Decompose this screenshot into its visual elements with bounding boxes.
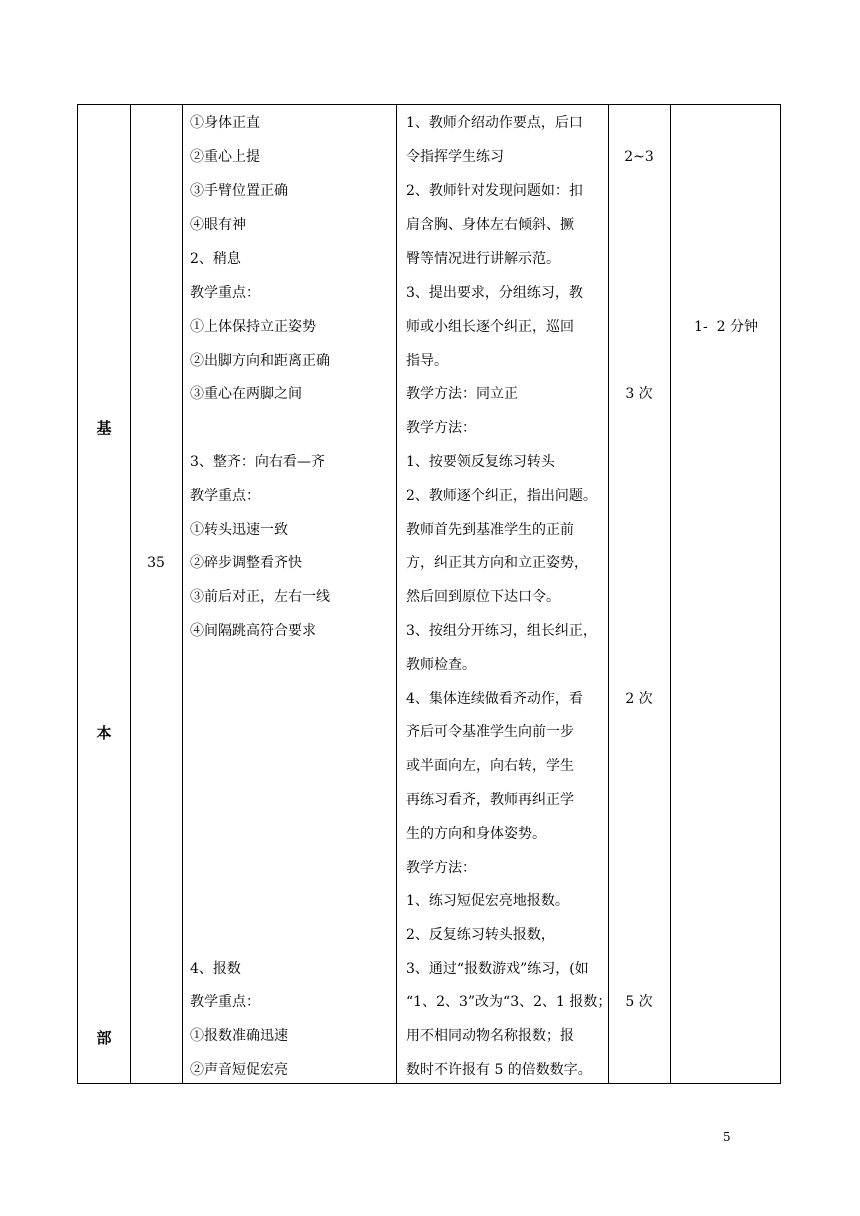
column-divider [608,105,609,1083]
content-line: ③重心在两脚之间 [190,386,302,402]
content-line: 3、整齐：向右看—齐 [190,454,325,470]
method-line: 1、练习短促宏亮地报数。 [406,893,569,909]
content-line: ①身体正直 [190,115,260,131]
duration-minutes: 35 [147,555,165,571]
content-line: ①上体保持立正姿势 [190,319,316,335]
method-line: 1、按要领反复练习转头 [406,454,555,470]
column-divider [670,105,671,1083]
method-line: 3、按组分开练习，组长纠正， [406,623,597,639]
section-label-char: 本 [96,724,112,742]
method-line: 令指挥学生练习 [406,149,504,165]
page-number: 5 [723,1130,731,1144]
content-line: 教学重点： [190,285,260,301]
method-line: 1、教师介绍动作要点，后口 [406,115,583,131]
practice-count: 5 次 [625,994,653,1010]
content-line: ③手臂位置正确 [190,183,288,199]
method-line: 3、通过“报数游戏”练习，(如 [406,961,589,977]
practice-count: 3 次 [625,386,653,402]
time-note: 1- 2 分钟 [694,319,758,335]
method-line: “1、2、3”改为“3、2、1 报数； [406,994,612,1010]
method-line: 2、反复练习转头报数， [406,927,555,943]
practice-count: 2~3 [624,149,654,165]
method-line: 再练习看齐，教师再纠正学 [406,792,574,808]
method-line: 或半面向左，向右转，学生 [406,758,574,774]
method-line: 4、集体连续做看齐动作，看 [406,691,583,707]
method-line: 教学方法： [406,860,476,876]
content-line: ②碎步调整看齐快 [190,555,302,571]
method-line: 师或小组长逐个纠正，巡回 [406,319,574,335]
practice-count: 2 次 [625,691,653,707]
method-line: 齐后可令基准学生向前一步 [406,724,574,740]
method-line: 教师检查。 [406,657,476,673]
column-divider [396,105,397,1083]
method-line: 肩含胸、身体左右倾斜、撅 [406,217,574,233]
content-line: ④间隔跳高符合要求 [190,623,316,639]
method-line: 数时不许报有 5 的倍数数字。 [406,1062,592,1078]
content-line: ②声音短促宏亮 [190,1062,288,1078]
method-line: 教学方法： [406,420,476,436]
content-line: ②出脚方向和距离正确 [190,353,330,369]
content-line: ①转头迅速一致 [190,522,288,538]
section-label-char: 部 [96,1029,112,1047]
content-line: ②重心上提 [190,149,260,165]
method-line: 教学方法：同立正 [406,386,518,402]
content-line: 教学重点： [190,994,260,1010]
content-line: ①报数准确迅速 [190,1028,288,1044]
column-divider [182,105,183,1083]
content-line: 2、稍息 [190,251,241,267]
method-line: 臀等情况进行讲解示范。 [406,251,560,267]
method-line: 然后回到原位下达口令。 [406,589,560,605]
method-line: 3、提出要求，分组练习，教 [406,285,583,301]
method-line: 教师首先到基准学生的正前 [406,522,574,538]
section-label-char: 基 [96,419,112,437]
content-line: ④眼有神 [190,217,246,233]
method-line: 生的方向和身体姿势。 [406,826,546,842]
method-line: 方，纠正其方向和立正姿势， [406,555,588,571]
lesson-table [77,104,781,1084]
content-line: 4、报数 [190,961,241,977]
column-divider [130,105,131,1083]
content-line: 教学重点： [190,488,260,504]
method-line: 2、教师针对发现问题如：扣 [406,183,583,199]
content-line: ③前后对正，左右一线 [190,589,330,605]
method-line: 2、教师逐个纠正，指出问题。 [406,488,597,504]
method-line: 用不相同动物名称报数；报 [406,1028,574,1044]
method-line: 指导。 [406,353,448,369]
